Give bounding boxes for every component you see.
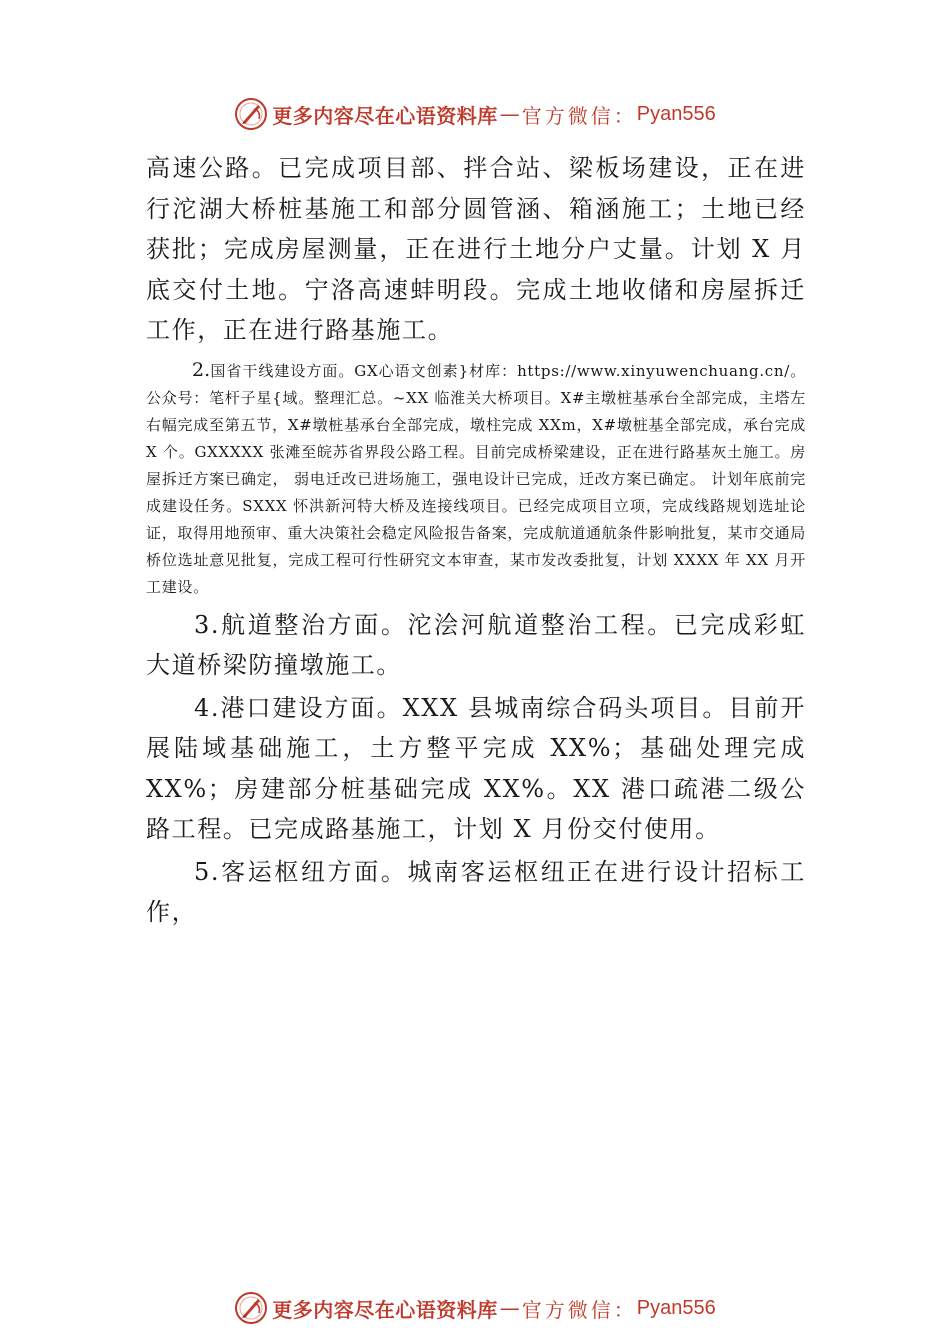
banner-text: 更多内容尽在心语资料库 [272, 103, 498, 128]
banner-separator: — [499, 102, 520, 126]
paragraph-trunk-line [146, 357, 806, 601]
banner-separator: — [499, 1296, 520, 1320]
paragraph-waterway: 3.航道整治方面。沱浍河航道整治工程。已完成彩虹大道桥梁防撞墩施工。 [146, 610, 806, 679]
banner-wechat-id: Pyan556 [636, 1296, 716, 1319]
header-banner [0, 94, 950, 134]
paragraph-trunk-line-text: 国省干线建设方面。GX心语文创素}材库：https://www.xinyuwenchuang.cn/。公众号：笔杆子星{域。整理汇总。~XX 临淮关大桥项目。X#主墩桩基承台全部完成，主塔左右幅完成至第五节，X#墩桩基承台全部完成，墩柱完成 XXm，X#墩桩基全部完成，承台完成 X 个。GXXXXX 张滩至皖苏省界段公路工程。目前完成桥梁建设，正在进行路基灰土施工。房屋拆迁方案已确定， 弱电迁改已进场施工，强电设计已完成，迁改方案已确定。 计划年底前完成建设任务。SXXX 怀洪新河特大桥及连接线项目。已经完成项目立项，完成线路规划选址论证，取得用地预审、重大决策社会稳定风险报告备案，完成航道通航条件影响批复，某市交通局桥位选址意见批复，完成工程可行性研究文本审查，某市发改委批复，计划 XXXX 年 XX 月开工建设。 [146, 361, 806, 596]
paragraph-highway-continued: 高速公路。已完成项目部、拌合站、梁板场建设，正在进行沱湖大桥桩基施工和部分圆管涵、箱涵施工；土地已经获批；完成房屋测量，正在进行土地分户丈量。计划 X 月底交付土地。宁洛高速蚌明段。完成土地收储和房屋拆迁工作，正在进行路基施工。 [146, 154, 806, 344]
paragraph-number: 2. [192, 358, 211, 381]
paragraph-port: 4.港口建设方面。XXX 县城南综合码头项目。目前开展陆域基础施工，土方整平完成 XX%；基础处理完成 XX%；房建部分桩基础完成 XX%。XX 港口疏港二级公路工程。已完成路基施工，计划 X 月份交付使用。 [146, 693, 806, 843]
banner-wechat-label: 官方微信： [521, 103, 637, 128]
quill-seal-icon [234, 97, 268, 131]
document-body [146, 148, 806, 933]
quill-seal-icon [234, 1291, 268, 1325]
banner-wechat-label: 官方微信： [521, 1297, 637, 1322]
footer-banner [0, 1288, 950, 1328]
banner-wechat-id: Pyan556 [636, 102, 716, 125]
paragraph-passenger-hub: 5.客运枢纽方面。城南客运枢纽正在进行设计招标工作， [146, 857, 806, 926]
banner-text: 更多内容尽在心语资料库 [272, 1297, 498, 1322]
